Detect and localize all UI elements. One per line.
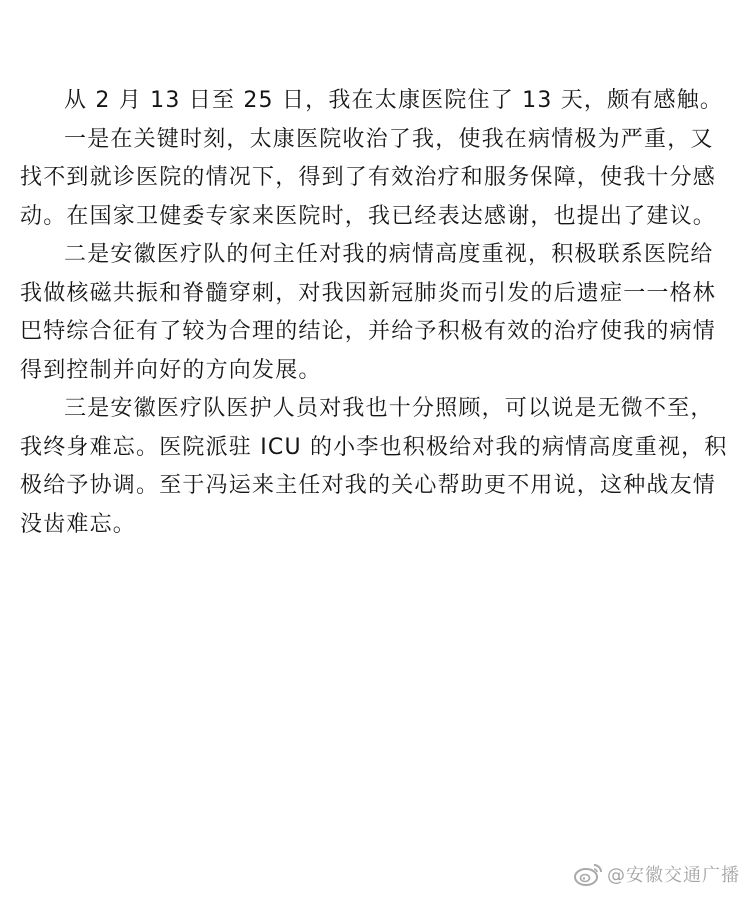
paragraph-line: 极给予协调。至于冯运来主任对我的关心帮助更不用说，这种战友情 — [20, 473, 717, 498]
watermark-text: @安徽交通广播 — [607, 865, 740, 886]
paragraph-line: 我做核磁共振和脊髓穿刺，对我因新冠肺炎而引发的后遗症一一格林 — [20, 280, 717, 306]
paragraph-line: 我终身难忘。医院派驻 ICU 的小李也积极给对我的病情高度重视，积 — [20, 434, 728, 460]
letter-body — [20, 82, 728, 544]
paragraph-line: 从 2 月 13 日至 25 日，我在太康医院住了 13 天，颇有感触。 — [64, 88, 724, 113]
paragraph-line: 没齿难忘。 — [20, 511, 137, 537]
paragraph-line: 巴特综合征有了较为合理的结论，并给予积极有效的治疗使我的病情 — [20, 319, 717, 344]
paragraph-line: 二是安徽医疗队的何主任对我的病情高度重视，积极联系医院给 — [64, 242, 714, 267]
paragraph-line: 动。在国家卫健委专家来医院时，我已经表达感谢，也提出了建议。 — [20, 203, 717, 229]
paragraph-line: 三是安徽医疗队医护人员对我也十分照顾，可以说是无微不至， — [64, 396, 714, 421]
paragraph-line: 得到控制并向好的方向发展。 — [20, 357, 322, 383]
paragraph-point-two — [20, 236, 717, 390]
paragraph-line: 找不到就诊医院的情况下，得到了有效治疗和服务保障，使我十分感 — [20, 165, 717, 190]
weibo-watermark — [573, 861, 740, 887]
paragraph-line: 一是在关键时刻，太康医院收治了我，使我在病情极为严重，又 — [64, 126, 714, 152]
paragraph-point-one — [20, 121, 717, 237]
paragraph-intro — [64, 82, 724, 121]
paragraph-point-three — [20, 390, 728, 544]
weibo-icon — [573, 861, 603, 887]
